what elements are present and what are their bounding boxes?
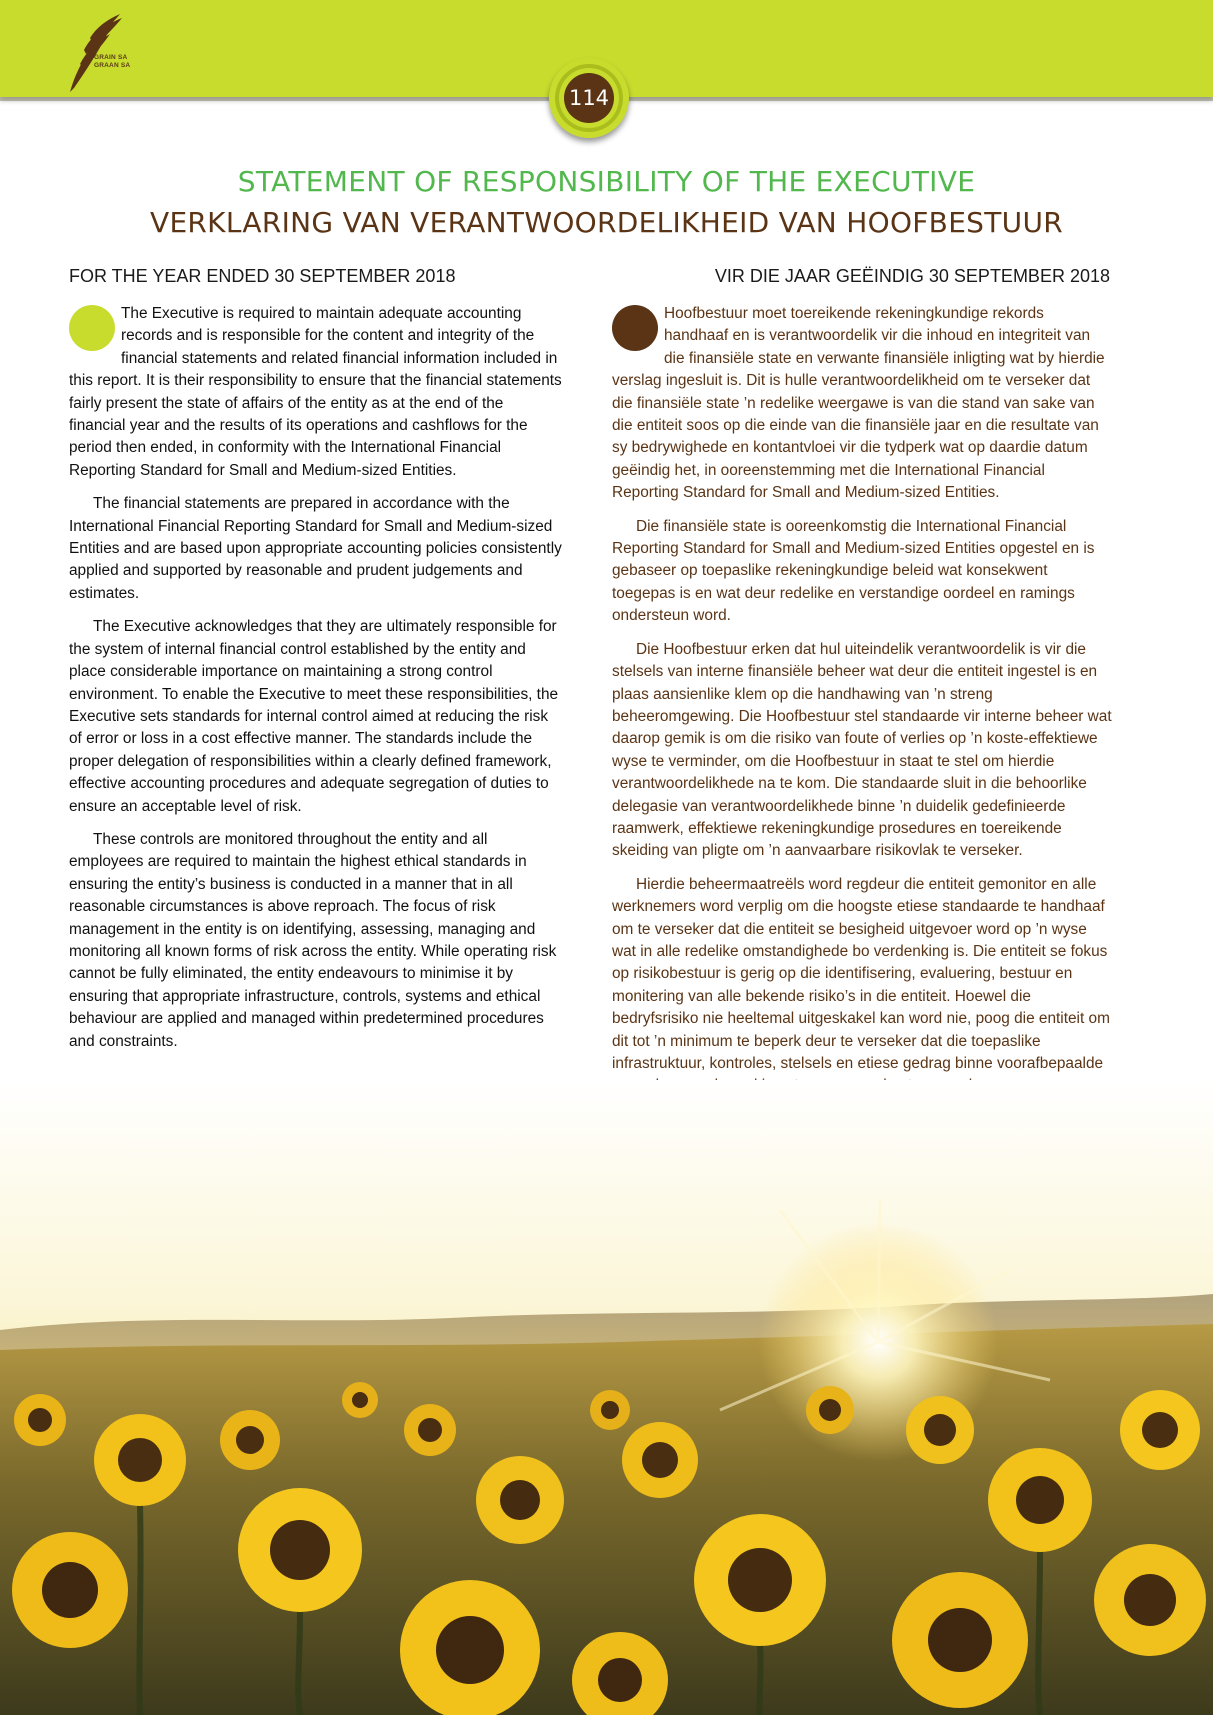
afrikaans-paragraph-4: Hierdie beheermaatreëls word regdeur die entiteit gemonitor en alle werknemers word verplig om die hoogste etiese standaarde te handhaaf om te verseker dat die entiteit se besigheid uitgevoer word op ’n wyse wat in alle redelike omstandighede bo verdenking is. Die entiteit se fokus op risikobestuur is gerig op die identifisering, evaluering, bestuur en monitering van alle bekende risiko’s in die entiteit. Hoewel die bedryfsrisiko nie heeltemal uitgeskakel kan word nie, poog die entiteit om dit tot ’n minimum te beperk deur te verseker dat die toepaslike infrastruktuur, kontroles, stelsels en etiese gedrag binne voorafbepaalde xyxy=(612,875,1110,1072)
afrikaans-paragraph-1 xyxy=(612,303,1112,505)
logo-text-line2: GRAAN SA xyxy=(94,62,131,69)
afrikaans-paragraph-1-text: Hoofbestuur moet toereikende rekeningkundige rekords handhaaf en is verantwoordelik vir die inhoud en integriteit van die finansiële state en verwante finansiële inligting wat by hierdie verslag ingesluit is. Dit is hulle verantwoordelikheid om te verseker dat die finansiële state ’n redelike weergawe is van die stand van sake van die entiteit soos op die einde van die finansiële jaar en die resultate van sy bedrywighede en kontantvloei vir die tydperk wat op daardie datum geëindig het, in ooreenstemming met die International Financial Reporting Standard for Small and Medium-sized Entities. xyxy=(612,305,1105,502)
english-column xyxy=(69,303,562,1064)
english-paragraph-1 xyxy=(69,303,562,482)
sunflower-field-icon xyxy=(0,1080,1213,1715)
english-paragraph-3: The Executive acknowledges that they are ultimately responsible for the system of internal financial control established by the entity and place considerable importance on maintaining a strong control environment. To enable the Executive to meet these responsibilities, the Executive sets standards for internal control aimed at reducing the risk of error or loss in a cost effective manner. The standards include the proper delegation of responsibilities within a clearly defined framework, effective accounting procedures and adequate segregation of duties to ensure an acceptable level of risk. xyxy=(69,618,559,815)
sunflower-field-illustration xyxy=(0,1080,1213,1715)
title-english: STATEMENT OF RESPONSIBILITY OF THE EXECUTIVE xyxy=(237,165,976,198)
afrikaans-paragraph-3: Die Hoofbestuur erken dat hul uiteindelik verantwoordelik is vir die stelsels van interne finansiële beheer wat deur die entiteit ingestel is en plaas aansienlike klem op die handhawing van ’n streng beheeromgewing. Die Hoofbestuur stel standaarde vir interne beheer wat daarop gemik is om die risiko van foute of verlies op ’n koste-effektiewe wyse te verminder, om die Hoofbestuur in staat te stel om hierdie verantwoordelikhede na te kom. Die standaarde sluit in die behoorlike delegasie van verantwoordelikhede binne ’n duidelik gedefinieerde raamwerk, effektiewe rekeningkundige prosedures en toereikende skeiding van pligte om ’n aanvaarbare risikovlak te verseker. xyxy=(612,640,1112,860)
brown-circle-bullet xyxy=(612,305,658,351)
wheat-ear-icon xyxy=(66,12,136,94)
page-number-badge xyxy=(549,58,629,138)
english-paragraph-1-text: The Executive is required to maintain adequate accounting records and is responsible for the content and integrity of the financial statements and related financial information included in this report. It is their responsibility to ensure that the financial statements fairly present the state of affairs of the entity as at the end of the financial year and the results of its operations and cashflows for the period then ended, in conformity with the International Financial Reporting Standard for Small and Medium-sized Entities. xyxy=(69,305,562,479)
afrikaans-paragraph-2: Die finansiële state is ooreenkomstig die International Financial Reporting Standard for Small and Medium-sized Entities opgestel en is gebaseer op toepaslike rekeningkundige beleid wat konsekwent toegepas is en wat deur redelike en verstandige oordeel en ramings ondersteun word. xyxy=(612,517,1095,625)
english-paragraph-2: The financial statements are prepared in accordance with the International Financial Reporting Standard for Small and Medium-sized Entities and are based upon appropriate accounting policies consistently applied and supported by reasonable and prudent judgements and estimates. xyxy=(69,495,562,602)
year-label-english: FOR THE YEAR ENDED 30 SEPTEMBER 2018 xyxy=(69,266,456,286)
page-number: 114 xyxy=(564,73,614,123)
logo-text-line1: GRAIN SA xyxy=(94,54,128,61)
afrikaans-column xyxy=(612,303,1112,1109)
title-afrikaans: VERKLARING VAN VERANTWOORDELIKHEID VAN HOOFBESTUUR xyxy=(149,206,1064,239)
english-paragraph-4: These controls are monitored throughout the entity and all employees are required to maintain the highest ethical standards in ensuring the entity’s business is conducted in a manner that in all reasonable circumstances is above reproach. The focus of risk management in the entity is on identifying, assessing, managing and monitoring all known forms of risk across the entity. While operating risk cannot be fully eliminated, the entity endeavours to minimise it by ensuring that appropriate infrastructure, controls, systems and ethical behaviour are applied and managed within predetermined procedures and constraints. xyxy=(69,830,557,1050)
green-circle-bullet xyxy=(69,305,115,351)
grain-sa-logo xyxy=(66,12,136,94)
year-label-afrikaans: VIR DIE JAAR GEËINDIG 30 SEPTEMBER 2018 xyxy=(714,266,1110,286)
